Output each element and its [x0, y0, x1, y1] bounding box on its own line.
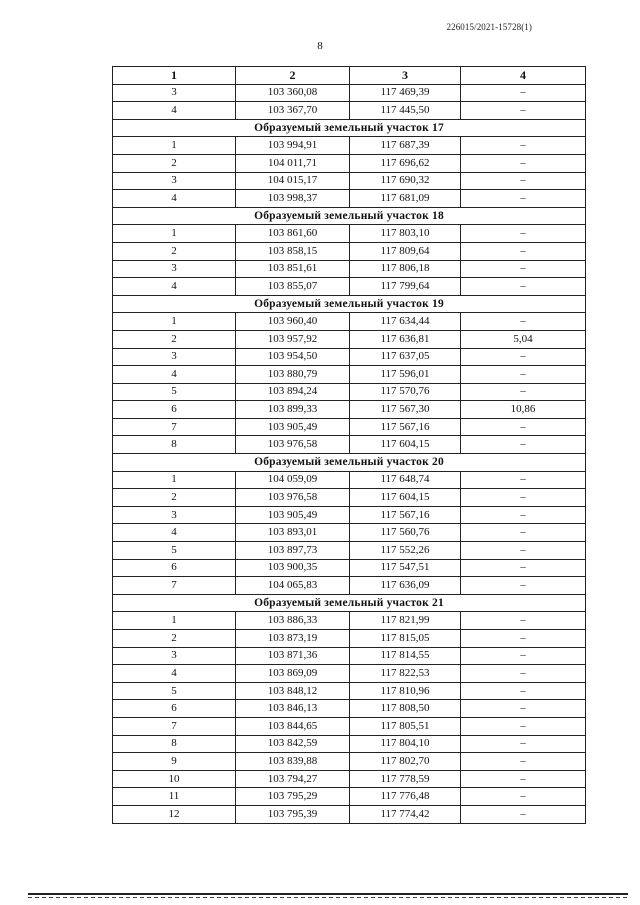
distance-cell: – — [461, 717, 586, 735]
coordinate-y-cell: 117 810,96 — [350, 682, 461, 700]
coordinate-y-cell: 117 596,01 — [350, 366, 461, 384]
distance-cell: – — [461, 735, 586, 753]
point-number-cell: 11 — [113, 788, 236, 806]
coordinate-y-cell: 117 636,81 — [350, 330, 461, 348]
document-number: 226015/2021-15728(1) — [446, 22, 532, 32]
table-row — [113, 278, 586, 296]
distance-cell: – — [461, 154, 586, 172]
coordinate-y-cell: 117 802,70 — [350, 753, 461, 771]
coordinate-y-cell: 117 604,15 — [350, 489, 461, 507]
distance-cell: – — [461, 506, 586, 524]
point-number-cell: 2 — [113, 489, 236, 507]
coordinate-y-cell: 117 560,76 — [350, 524, 461, 542]
coordinate-y-cell: 117 570,76 — [350, 383, 461, 401]
coordinate-x-cell: 103 848,12 — [236, 682, 350, 700]
distance-cell: – — [461, 137, 586, 155]
point-number-cell: 7 — [113, 418, 236, 436]
table-row — [113, 506, 586, 524]
coordinate-x-cell: 103 897,73 — [236, 542, 350, 560]
coordinate-x-cell: 103 873,19 — [236, 630, 350, 648]
point-number-cell: 10 — [113, 770, 236, 788]
coordinate-y-cell: 117 696,62 — [350, 154, 461, 172]
point-number-cell: 3 — [113, 348, 236, 366]
coordinate-x-cell: 103 842,59 — [236, 735, 350, 753]
point-number-cell: 4 — [113, 366, 236, 384]
point-number-cell: 5 — [113, 383, 236, 401]
point-number-cell: 4 — [113, 524, 236, 542]
coordinate-x-cell: 103 994,91 — [236, 137, 350, 155]
page-number: 8 — [317, 40, 323, 52]
coordinate-x-cell: 103 795,39 — [236, 805, 350, 823]
table-row — [113, 471, 586, 489]
coordinate-y-cell: 117 687,39 — [350, 137, 461, 155]
table-row — [113, 489, 586, 507]
coordinate-x-cell: 103 976,58 — [236, 489, 350, 507]
table-row — [113, 366, 586, 384]
point-number-cell: 1 — [113, 137, 236, 155]
coordinate-x-cell: 103 976,58 — [236, 436, 350, 454]
table-row — [113, 383, 586, 401]
coordinate-y-cell: 117 776,48 — [350, 788, 461, 806]
distance-cell: – — [461, 700, 586, 718]
coordinate-x-cell: 103 869,09 — [236, 665, 350, 683]
coordinate-y-cell: 117 805,51 — [350, 717, 461, 735]
coordinates-table — [112, 66, 586, 824]
point-number-cell: 7 — [113, 577, 236, 595]
section-title: Образуемый земельный участок 20 — [113, 454, 586, 472]
section-header-row — [113, 454, 586, 472]
table-row — [113, 647, 586, 665]
coordinate-x-cell: 103 960,40 — [236, 313, 350, 331]
section-title: Образуемый земельный участок 19 — [113, 295, 586, 313]
table-row — [113, 700, 586, 718]
distance-cell: 5,04 — [461, 330, 586, 348]
coordinate-x-cell: 103 894,24 — [236, 383, 350, 401]
point-number-cell: 4 — [113, 190, 236, 208]
distance-cell: – — [461, 577, 586, 595]
section-title: Образуемый земельный участок 21 — [113, 594, 586, 612]
coordinate-y-cell: 117 637,05 — [350, 348, 461, 366]
table-row — [113, 418, 586, 436]
coordinate-y-cell: 117 799,64 — [350, 278, 461, 296]
table-header-row — [113, 67, 586, 85]
point-number-cell: 3 — [113, 172, 236, 190]
table-row — [113, 542, 586, 560]
distance-cell: – — [461, 278, 586, 296]
column-header-3: 3 — [350, 67, 461, 85]
table-row — [113, 242, 586, 260]
coordinate-y-cell: 117 634,44 — [350, 313, 461, 331]
coordinate-y-cell: 117 822,53 — [350, 665, 461, 683]
table-row — [113, 524, 586, 542]
point-number-cell: 1 — [113, 471, 236, 489]
point-number-cell: 6 — [113, 700, 236, 718]
table-row — [113, 770, 586, 788]
table-row — [113, 753, 586, 771]
distance-cell: – — [461, 612, 586, 630]
coordinate-y-cell: 117 469,39 — [350, 84, 461, 102]
table-row — [113, 805, 586, 823]
coordinate-y-cell: 117 567,30 — [350, 401, 461, 419]
distance-cell: – — [461, 630, 586, 648]
point-number-cell: 2 — [113, 330, 236, 348]
distance-cell: – — [461, 753, 586, 771]
table-row — [113, 172, 586, 190]
coordinate-x-cell: 103 844,65 — [236, 717, 350, 735]
point-number-cell: 2 — [113, 154, 236, 172]
point-number-cell: 8 — [113, 735, 236, 753]
distance-cell: – — [461, 788, 586, 806]
distance-cell: – — [461, 225, 586, 243]
coordinate-y-cell: 117 547,51 — [350, 559, 461, 577]
coordinate-y-cell: 117 806,18 — [350, 260, 461, 278]
point-number-cell: 3 — [113, 647, 236, 665]
coordinate-y-cell: 117 821,99 — [350, 612, 461, 630]
footer-rule-dashed — [28, 897, 628, 898]
coordinate-x-cell: 103 880,79 — [236, 366, 350, 384]
coordinate-y-cell: 117 814,55 — [350, 647, 461, 665]
coordinate-x-cell: 103 905,49 — [236, 506, 350, 524]
distance-cell: – — [461, 383, 586, 401]
coordinate-x-cell: 104 065,83 — [236, 577, 350, 595]
distance-cell: 10,86 — [461, 401, 586, 419]
coordinate-x-cell: 103 871,36 — [236, 647, 350, 665]
distance-cell: – — [461, 524, 586, 542]
distance-cell: – — [461, 770, 586, 788]
coordinate-y-cell: 117 636,09 — [350, 577, 461, 595]
distance-cell: – — [461, 190, 586, 208]
section-header-row — [113, 295, 586, 313]
point-number-cell: 5 — [113, 682, 236, 700]
table-row — [113, 260, 586, 278]
table-row — [113, 313, 586, 331]
coordinate-x-cell: 103 954,50 — [236, 348, 350, 366]
point-number-cell: 9 — [113, 753, 236, 771]
coordinate-x-cell: 103 794,27 — [236, 770, 350, 788]
column-header-1: 1 — [113, 67, 236, 85]
point-number-cell: 6 — [113, 559, 236, 577]
coordinate-x-cell: 104 011,71 — [236, 154, 350, 172]
coordinate-x-cell: 103 839,88 — [236, 753, 350, 771]
coordinate-y-cell: 117 778,59 — [350, 770, 461, 788]
coordinate-x-cell: 103 899,33 — [236, 401, 350, 419]
coordinate-x-cell: 103 900,35 — [236, 559, 350, 577]
point-number-cell: 1 — [113, 225, 236, 243]
section-header-row — [113, 594, 586, 612]
distance-cell: – — [461, 682, 586, 700]
coordinate-y-cell: 117 815,05 — [350, 630, 461, 648]
distance-cell: – — [461, 471, 586, 489]
table-row — [113, 102, 586, 120]
table-row — [113, 682, 586, 700]
column-header-2: 2 — [236, 67, 350, 85]
table-body — [113, 84, 586, 823]
coordinate-x-cell: 103 367,70 — [236, 102, 350, 120]
coordinate-x-cell: 103 360,08 — [236, 84, 350, 102]
point-number-cell: 3 — [113, 260, 236, 278]
coordinate-x-cell: 103 886,33 — [236, 612, 350, 630]
point-number-cell: 3 — [113, 84, 236, 102]
point-number-cell: 1 — [113, 313, 236, 331]
coordinate-y-cell: 117 604,15 — [350, 436, 461, 454]
distance-cell: – — [461, 348, 586, 366]
distance-cell: – — [461, 260, 586, 278]
point-number-cell: 4 — [113, 665, 236, 683]
coordinate-y-cell: 117 648,74 — [350, 471, 461, 489]
coordinate-y-cell: 117 774,42 — [350, 805, 461, 823]
distance-cell: – — [461, 84, 586, 102]
table-row — [113, 630, 586, 648]
coordinate-y-cell: 117 552,26 — [350, 542, 461, 560]
coordinate-x-cell: 103 998,37 — [236, 190, 350, 208]
coordinate-x-cell: 103 851,61 — [236, 260, 350, 278]
point-number-cell: 4 — [113, 102, 236, 120]
section-header-row — [113, 207, 586, 225]
table-row — [113, 348, 586, 366]
coordinate-x-cell: 103 846,13 — [236, 700, 350, 718]
distance-cell: – — [461, 366, 586, 384]
distance-cell: – — [461, 242, 586, 260]
coordinate-y-cell: 117 567,16 — [350, 506, 461, 524]
coordinate-y-cell: 117 690,32 — [350, 172, 461, 190]
distance-cell: – — [461, 542, 586, 560]
table-row — [113, 577, 586, 595]
point-number-cell: 2 — [113, 630, 236, 648]
footer-rule — [28, 893, 628, 895]
point-number-cell: 12 — [113, 805, 236, 823]
table-row — [113, 401, 586, 419]
table-row — [113, 559, 586, 577]
table-row — [113, 154, 586, 172]
distance-cell: – — [461, 665, 586, 683]
point-number-cell: 3 — [113, 506, 236, 524]
table-row — [113, 665, 586, 683]
coordinate-y-cell: 117 681,09 — [350, 190, 461, 208]
point-number-cell: 8 — [113, 436, 236, 454]
distance-cell: – — [461, 313, 586, 331]
table-row — [113, 330, 586, 348]
table-row — [113, 788, 586, 806]
coordinate-y-cell: 117 445,50 — [350, 102, 461, 120]
distance-cell: – — [461, 418, 586, 436]
point-number-cell: 4 — [113, 278, 236, 296]
distance-cell: – — [461, 489, 586, 507]
section-header-row — [113, 119, 586, 137]
point-number-cell: 1 — [113, 612, 236, 630]
distance-cell: – — [461, 805, 586, 823]
distance-cell: – — [461, 559, 586, 577]
point-number-cell: 2 — [113, 242, 236, 260]
section-title: Образуемый земельный участок 18 — [113, 207, 586, 225]
distance-cell: – — [461, 647, 586, 665]
coordinate-y-cell: 117 809,64 — [350, 242, 461, 260]
table-row — [113, 84, 586, 102]
column-header-4: 4 — [461, 67, 586, 85]
coordinate-x-cell: 104 059,09 — [236, 471, 350, 489]
distance-cell: – — [461, 172, 586, 190]
table-row — [113, 735, 586, 753]
coordinate-x-cell: 103 957,92 — [236, 330, 350, 348]
table-row — [113, 436, 586, 454]
distance-cell: – — [461, 102, 586, 120]
point-number-cell: 6 — [113, 401, 236, 419]
coordinate-x-cell: 104 015,17 — [236, 172, 350, 190]
coordinate-y-cell: 117 567,16 — [350, 418, 461, 436]
table-row — [113, 225, 586, 243]
table-row — [113, 190, 586, 208]
point-number-cell: 7 — [113, 717, 236, 735]
table-row — [113, 612, 586, 630]
coordinate-x-cell: 103 893,01 — [236, 524, 350, 542]
point-number-cell: 5 — [113, 542, 236, 560]
table-row — [113, 137, 586, 155]
coordinate-y-cell: 117 808,50 — [350, 700, 461, 718]
coordinate-x-cell: 103 795,29 — [236, 788, 350, 806]
coordinate-y-cell: 117 804,10 — [350, 735, 461, 753]
coordinate-x-cell: 103 905,49 — [236, 418, 350, 436]
distance-cell: – — [461, 436, 586, 454]
coordinate-x-cell: 103 855,07 — [236, 278, 350, 296]
coordinate-x-cell: 103 861,60 — [236, 225, 350, 243]
table-row — [113, 717, 586, 735]
section-title: Образуемый земельный участок 17 — [113, 119, 586, 137]
coordinate-y-cell: 117 803,10 — [350, 225, 461, 243]
coordinate-x-cell: 103 858,15 — [236, 242, 350, 260]
